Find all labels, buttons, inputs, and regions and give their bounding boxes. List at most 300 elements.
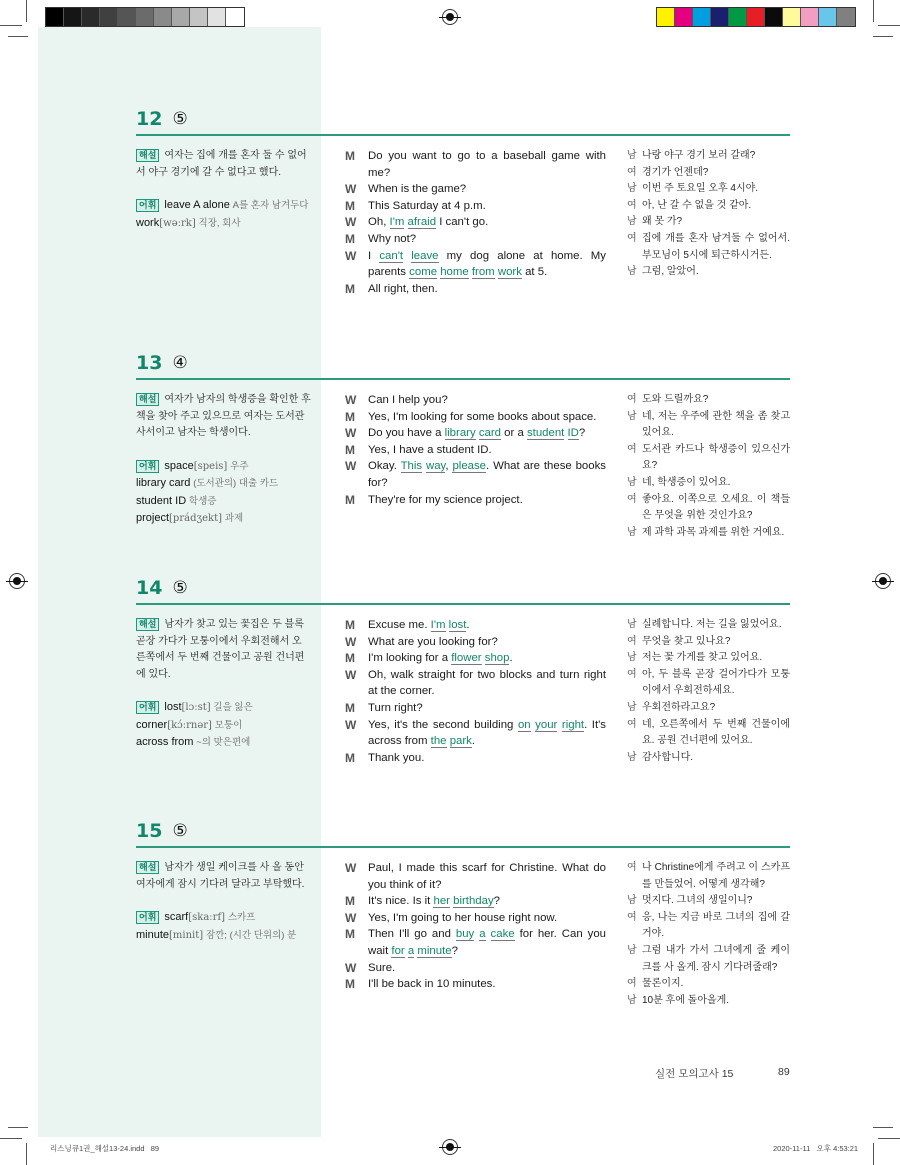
dialog-text: [368, 492, 606, 509]
registration-mark-icon: [442, 1139, 458, 1155]
dialog-text: [368, 650, 606, 667]
speaker-label: 여: [627, 199, 637, 211]
explanation-column: [136, 860, 311, 1009]
speaker-label: W: [345, 459, 357, 474]
dialog-fragment: All right, then.: [368, 282, 438, 295]
dialog-fragment: Oh, walk straight for two blocks and turn right at the corner.: [368, 668, 606, 698]
dialog-line: [345, 926, 606, 959]
key-phrase: I'm: [389, 216, 405, 229]
explanation-column: [136, 392, 311, 541]
translation-text: 왜 못 가?: [642, 216, 683, 228]
color-swatch: [154, 8, 172, 26]
answer-choice: ④: [172, 353, 188, 372]
speaker-label: M: [345, 977, 355, 992]
speaker-label: M: [345, 492, 355, 507]
key-phrase: birthday: [453, 895, 494, 908]
question-section-13: [136, 352, 790, 541]
dialog-text: [368, 960, 606, 977]
key-phrase: I'm: [430, 619, 446, 631]
translation-text: 물론이지.: [642, 978, 684, 990]
speaker-label: M: [345, 442, 355, 457]
vocab-word: lost: [164, 701, 182, 713]
vocab-pronunciation: [minit]: [169, 929, 204, 941]
translation-line: [627, 617, 790, 634]
dialog-fragment: When is the game?: [368, 183, 467, 196]
vocab-item: [136, 458, 311, 476]
explanation: [136, 860, 311, 893]
speaker-label: M: [345, 894, 355, 909]
vocab-definition: 스카프: [227, 912, 256, 923]
translation-text: 응, 나는 지금 바로 그녀의 집에 갈 거야.: [642, 911, 790, 940]
dialog-line: [345, 409, 606, 426]
vocab-tag: 어휘: [136, 911, 159, 924]
korean-translation: [627, 148, 790, 297]
key-phrase: lost: [448, 619, 467, 631]
dialog-text: [368, 409, 606, 426]
key-phrase: library: [444, 427, 476, 440]
speaker-label: 남: [627, 150, 637, 161]
english-dialog: [345, 617, 606, 766]
vocab-word: minute: [136, 928, 170, 941]
speaker-label: 남: [627, 652, 637, 664]
dialog-fragment: Do you have a: [368, 427, 445, 440]
dialog-fragment: .: [509, 652, 513, 665]
translation-line: [627, 717, 790, 750]
dialog-text: [368, 148, 606, 181]
vocab-definition: 모퉁이: [214, 719, 243, 731]
translation-line: [627, 993, 790, 1010]
translation-text: 집에 개를 혼자 남겨둘 수 없어서. 부모님이 5시에 퇴근하시거든.: [642, 232, 790, 261]
translation-line: [627, 700, 790, 717]
question-number: 13: [136, 352, 163, 374]
translation-text: 10분 후에 돌아올게.: [642, 994, 730, 1006]
vocab-item: [136, 197, 311, 215]
translation-line: [627, 634, 790, 651]
dialog-text: [368, 248, 606, 281]
vocab-pronunciation: [speis]: [193, 460, 228, 472]
dialog-line: [345, 425, 606, 442]
speaker-label: 남: [627, 476, 637, 488]
dialog-text: [368, 617, 606, 634]
vocab-definition: 우주: [230, 460, 249, 472]
speaker-label: 남: [627, 526, 637, 538]
speaker-label: 여: [627, 635, 637, 647]
speaker-label: M: [345, 750, 355, 765]
dialog-fragment: This Saturday at 4 p.m.: [368, 199, 486, 212]
explanation-text: 남자가 생일 케이크를 사 올 동안 여자에게 잠시 기다려 달라고 부탁했다.: [136, 862, 305, 890]
translation-text: 좋아요. 이쪽으로 오세요. 이 책들은 무엇을 위한 것인가요?: [642, 493, 790, 522]
explanation-tag: 해설: [136, 861, 159, 874]
color-swatch: [711, 8, 729, 26]
speaker-label: 남: [627, 895, 637, 907]
vocab-word: corner: [136, 718, 168, 731]
translation-text: 네, 오른쪽에서 두 번째 건물이에요. 공원 건너편에 있어요.: [642, 718, 790, 747]
translation-line: [627, 165, 790, 182]
dialog-fragment: Then I'll go and: [368, 928, 456, 941]
key-phrase: student: [526, 427, 565, 440]
crop-mark: [0, 25, 22, 26]
translation-line: [627, 943, 790, 976]
speaker-label: 여: [627, 668, 637, 680]
dialog-line: [345, 392, 606, 409]
translation-line: [627, 214, 790, 231]
vocab-word: student ID: [136, 494, 187, 507]
dialog-line: [345, 442, 606, 459]
crop-mark: [878, 1138, 900, 1139]
registration-mark-icon: [442, 9, 458, 25]
dialog-fragment: I'm looking for a: [368, 652, 452, 665]
dialog-fragment: Yes, it's the second building: [368, 718, 518, 731]
explanation-text: 남자가 찾고 있는 꽃집은 두 블록 곧장 가다가 모퉁이에서 우회전해서 오른쪽에서 두 번째 건물이고 공원 건너편에 있다.: [136, 619, 305, 680]
key-phrase: home: [440, 266, 469, 279]
vocab-word: project: [136, 512, 170, 524]
speaker-label: 남: [627, 183, 637, 195]
dialog-text: [368, 458, 606, 491]
translation-text: 아, 두 블록 곧장 걸어가다가 모퉁이에서 우회전하세요.: [642, 668, 790, 697]
dialog-line: [345, 214, 606, 231]
key-phrase: your: [535, 718, 558, 731]
speaker-label: 남: [627, 994, 637, 1006]
dialog-line: [345, 231, 606, 248]
translation-text: 감사합니다.: [642, 751, 694, 763]
crop-mark: [873, 0, 874, 22]
speaker-label: 여: [627, 911, 637, 923]
dialog-text: [368, 860, 606, 893]
key-phrase: a: [479, 928, 486, 941]
vocab-pronunciation: [skaːrf]: [188, 912, 226, 923]
key-phrase: on: [517, 718, 531, 731]
english-dialog: [345, 860, 606, 1009]
english-dialog: [345, 392, 606, 541]
key-phrase: a: [407, 944, 415, 957]
translation-text: 저는 꽃 가게를 찾고 있어요.: [642, 652, 763, 664]
dialog-text: [368, 634, 606, 651]
dialog-line: [345, 750, 606, 767]
speaker-label: 여: [627, 978, 637, 990]
registration-mark-icon: [875, 573, 891, 589]
speaker-label: M: [345, 409, 355, 424]
vocab-definition: 잠깐; (시간 단위의) 분: [205, 929, 297, 941]
translation-text: 도서관 카드나 학생증이 있으신가요?: [642, 443, 790, 472]
dialog-line: [345, 717, 606, 750]
key-phrase: cake: [490, 928, 515, 941]
translation-line: [627, 409, 790, 442]
speaker-label: M: [345, 198, 355, 213]
color-swatch: [657, 8, 675, 26]
dialog-fragment: for her. Can you wait: [368, 928, 607, 957]
translation-line: [627, 750, 790, 767]
vocab-word: library card: [136, 477, 191, 489]
speaker-label: 여: [627, 718, 637, 730]
vocab-item: [136, 215, 311, 233]
registration-mark-icon: [9, 573, 25, 589]
vocab-definition: A를 혼자 남겨두다: [232, 200, 309, 211]
section-header: [136, 108, 790, 136]
vocab-word: leave A alone: [164, 199, 230, 211]
key-phrase: way: [425, 460, 446, 473]
dialog-fragment: Do you want to go to a baseball game with me?: [368, 150, 606, 179]
section-header: [136, 577, 790, 605]
vocab-item: [136, 493, 311, 511]
dialog-text: [368, 281, 606, 298]
dialog-text: [368, 700, 606, 717]
translation-line: [627, 148, 790, 165]
question-section-15: [136, 820, 790, 1009]
translation-text: 이번 주 토요일 오후 4시야.: [642, 183, 759, 195]
translation-text: 우회전하라고요?: [642, 701, 716, 713]
crop-mark: [878, 25, 900, 26]
crop-mark: [8, 36, 28, 37]
speaker-label: M: [345, 700, 355, 715]
speaker-label: 남: [627, 751, 637, 763]
speaker-label: W: [345, 667, 357, 682]
dialog-line: [345, 650, 606, 667]
translation-line: [627, 198, 790, 215]
key-phrase: card: [478, 427, 501, 440]
dialog-text: [368, 425, 606, 442]
color-swatch: [82, 8, 100, 26]
dialog-fragment: I can't go.: [436, 216, 489, 229]
dialog-text: [368, 976, 606, 993]
translation-line: [627, 392, 790, 409]
korean-translation: [627, 392, 790, 541]
dialog-fragment: Paul, I made this scarf for Christine. What do you think of it?: [368, 862, 606, 891]
dialog-fragment: ?: [451, 944, 458, 957]
dialog-fragment: Oh,: [368, 216, 390, 229]
dialog-text: [368, 667, 606, 700]
dialog-line: [345, 281, 606, 298]
vocab-item: [136, 927, 311, 945]
dialog-text: [368, 926, 606, 959]
color-swatch: [226, 8, 244, 26]
dialog-fragment: my dog alone at home. My parents: [368, 249, 606, 279]
vocab-definition: 학생증: [188, 495, 217, 507]
speaker-label: 남: [627, 701, 637, 713]
speaker-label: 남: [627, 410, 637, 422]
dialog-line: [345, 860, 606, 893]
key-phrase: leave: [411, 249, 439, 262]
color-swatch: [783, 8, 801, 26]
key-phrase: flower: [451, 652, 482, 665]
speaker-label: 남: [627, 619, 637, 630]
vocab-pronunciation: [kɔ́ːrnər]: [167, 719, 212, 731]
speaker-label: W: [345, 960, 357, 975]
explanation-tag: 해설: [136, 618, 159, 631]
speaker-label: M: [345, 231, 355, 246]
dialog-text: [368, 181, 606, 198]
translation-line: [627, 181, 790, 198]
speaker-label: W: [345, 717, 357, 732]
vocab-word: work: [136, 216, 160, 229]
color-swatch: [172, 8, 190, 26]
dialog-text: [368, 442, 606, 459]
slug-filename: 리스닝큐1권_해설13-24.indd 89: [50, 1144, 160, 1153]
color-swatch: [693, 8, 711, 26]
key-phrase: shop: [484, 652, 510, 665]
key-phrase: This: [400, 460, 423, 473]
dialog-fragment: ?: [578, 427, 586, 440]
speaker-label: M: [345, 281, 355, 296]
translation-text: 실례합니다. 저는 길을 잃었어요.: [642, 619, 782, 630]
dialog-fragment: .: [471, 735, 476, 748]
translation-line: [627, 231, 790, 264]
translation-text: 제 과학 과목 과제를 위한 거예요.: [642, 526, 785, 538]
vocab-definition: 직장, 회사: [198, 217, 241, 229]
crop-mark: [26, 0, 27, 22]
question-number: 12: [136, 108, 163, 130]
color-swatch: [729, 8, 747, 26]
crop-mark: [8, 1127, 28, 1128]
crop-mark: [873, 36, 893, 37]
dialog-fragment: ?: [493, 895, 500, 908]
dialog-fragment: . What are these books for?: [368, 460, 606, 489]
dialog-line: [345, 198, 606, 215]
dialog-line: [345, 492, 606, 509]
translation-text: 무엇을 찾고 있나요?: [642, 635, 731, 647]
page-number: 89: [778, 1066, 790, 1078]
speaker-label: 남: [627, 266, 637, 278]
vocab-item: [136, 734, 311, 752]
color-swatch: [208, 8, 226, 26]
translation-line: [627, 893, 790, 910]
key-phrase: the: [430, 735, 447, 748]
dialog-fragment: I: [368, 249, 380, 262]
translation-line: [627, 525, 790, 542]
color-swatch: [46, 8, 64, 26]
vocab-pronunciation: [prádʒekt]: [169, 513, 223, 524]
dialog-fragment: Yes, I'm going to her house right now.: [368, 911, 558, 924]
vocab-tag: 어휘: [136, 199, 159, 212]
question-section-12: [136, 108, 790, 297]
speaker-label: 여: [627, 394, 637, 405]
dialog-line: [345, 634, 606, 651]
dialog-line: [345, 148, 606, 181]
color-swatch: [675, 8, 693, 26]
dialog-text: [368, 910, 606, 927]
vocab-pronunciation: [wəːrk]: [159, 217, 196, 229]
key-phrase: her: [433, 895, 450, 908]
dialog-line: [345, 976, 606, 993]
color-swatch: [747, 8, 765, 26]
vocab-word: space: [164, 459, 194, 472]
color-swatch: [64, 8, 82, 26]
dialog-fragment: [486, 928, 491, 940]
translation-line: [627, 667, 790, 700]
key-phrase: park: [449, 735, 472, 748]
dialog-text: [368, 198, 606, 215]
speaker-label: W: [345, 215, 357, 230]
dialog-line: [345, 893, 606, 910]
translation-text: 멋지다. 그녀의 생일이니?: [642, 895, 753, 907]
vocab-definition: 과제: [224, 513, 244, 524]
key-phrase: from: [471, 266, 495, 279]
dialog-fragment: What are you looking for?: [368, 635, 498, 648]
explanation-text: 여자는 집에 개를 혼자 둘 수 없어서 야구 경기에 갈 수 없다고 했다.: [136, 150, 307, 178]
crop-mark: [0, 1138, 22, 1139]
dialog-line: [345, 181, 606, 198]
speaker-label: W: [345, 634, 357, 649]
color-swatch: [819, 8, 837, 26]
translation-line: [627, 492, 790, 525]
speaker-label: 남: [627, 216, 637, 228]
dialog-line: [345, 910, 606, 927]
speaker-label: W: [345, 182, 357, 197]
explanation: [136, 392, 311, 442]
dialog-fragment: Yes, I have a student ID.: [368, 443, 492, 456]
explanation-column: [136, 148, 311, 297]
speaker-label: 여: [627, 862, 637, 873]
translation-text: 네, 학생증이 있어요.: [642, 476, 731, 488]
dialog-fragment: Turn right?: [368, 701, 423, 714]
speaker-label: 여: [627, 232, 637, 244]
translation-text: 그럼 내가 가서 그녀에게 줄 케이크를 사 올게. 잠시 기다려줄래?: [642, 944, 790, 973]
speaker-label: W: [345, 393, 357, 407]
crop-mark: [873, 1143, 874, 1165]
color-swatch: [837, 8, 855, 26]
translation-text: 나랑 야구 경기 보러 갈래?: [642, 150, 756, 161]
key-phrase: come: [409, 266, 438, 279]
key-phrase: minute: [417, 944, 452, 957]
key-phrase: afraid: [407, 216, 437, 229]
vocab-tag: 어휘: [136, 460, 159, 473]
dialog-fragment: It's nice. Is it: [368, 895, 434, 908]
crop-mark: [26, 1143, 27, 1165]
color-swatch: [136, 8, 154, 26]
grayscale-color-bar: [45, 7, 245, 27]
speaker-label: 여: [627, 166, 637, 178]
translation-line: [627, 475, 790, 492]
section-header: [136, 820, 790, 848]
dialog-fragment: ,: [445, 460, 453, 473]
question-section-14: [136, 577, 790, 766]
speaker-label: W: [345, 910, 357, 925]
key-phrase: ID: [567, 427, 579, 440]
vocab-item: [136, 699, 311, 717]
color-swatch: [190, 8, 208, 26]
dialog-text: [368, 392, 606, 409]
translation-text: 경기가 언젠데?: [642, 166, 709, 178]
vocab-item: [136, 475, 311, 493]
translation-line: [627, 650, 790, 667]
translation-line: [627, 442, 790, 475]
dialog-fragment: at 5.: [521, 266, 548, 279]
key-phrase: for: [391, 944, 405, 957]
cmyk-color-bar: [656, 7, 856, 27]
explanation: [136, 617, 311, 683]
vocab-item: [136, 909, 311, 927]
dialog-text: [368, 893, 606, 910]
speaker-label: 여: [627, 443, 637, 455]
translation-text: 그럼, 알았어.: [642, 266, 699, 278]
dialog-fragment: Sure.: [368, 961, 396, 974]
speaker-label: M: [345, 927, 355, 942]
crop-mark: [873, 1127, 893, 1128]
speaker-label: 여: [627, 493, 637, 505]
dialog-fragment: They're for my science project.: [368, 493, 523, 506]
dialog-fragment: Can I help you?: [368, 394, 448, 406]
dialog-text: [368, 214, 606, 231]
dialog-line: [345, 700, 606, 717]
dialog-fragment: Yes, I'm looking for some books about space.: [368, 410, 597, 423]
answer-choice: ⑤: [172, 578, 188, 597]
speaker-label: 남: [627, 944, 637, 956]
vocab-word: scarf: [164, 911, 189, 923]
vocab-item: [136, 510, 311, 528]
vocab-definition: (도서관의) 대출 카드: [193, 478, 279, 489]
explanation-column: [136, 617, 311, 766]
color-swatch: [765, 8, 783, 26]
dialog-fragment: . It's across from: [368, 718, 606, 748]
